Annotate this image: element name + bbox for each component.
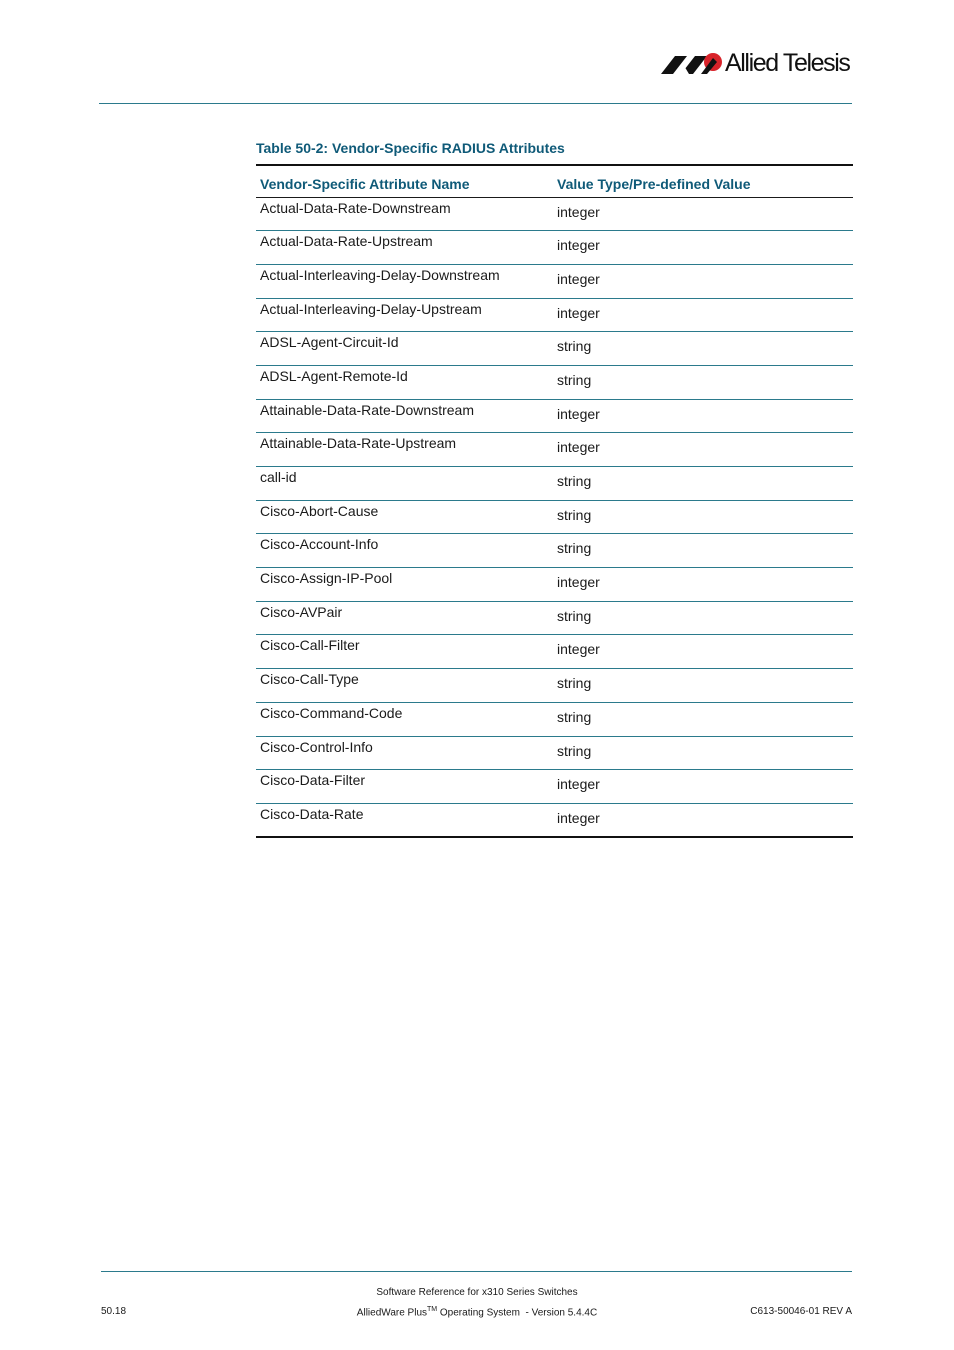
- value-type-cell: integer: [557, 809, 600, 826]
- footer-product-rest: Operating System - Version 5.4.4C: [437, 1307, 598, 1319]
- attribute-name-cell: Cisco-Data-Filter: [256, 770, 553, 804]
- attribute-name-cell: ADSL-Agent-Circuit-Id: [256, 332, 553, 366]
- attribute-name-cell: Cisco-Account-Info: [256, 534, 553, 568]
- attribute-name-cell: Cisco-AVPair: [256, 601, 553, 635]
- attribute-name-cell: Attainable-Data-Rate-Downstream: [256, 399, 553, 433]
- footer-document-id: C613-50046-01 REV A: [750, 1306, 852, 1317]
- attribute-name-cell: Attainable-Data-Rate-Upstream: [256, 433, 553, 467]
- footer-document-title: Software Reference for x310 Series Switches: [376, 1287, 578, 1298]
- allied-telesis-logo-mark-icon: [661, 50, 725, 80]
- attribute-name-cell: Actual-Data-Rate-Downstream: [256, 197, 553, 231]
- table-row: [256, 702, 853, 736]
- table-row: [256, 736, 853, 770]
- value-type-cell: integer: [553, 231, 853, 265]
- table-row: [256, 500, 853, 534]
- table-row: [256, 568, 853, 602]
- table-row: [256, 399, 853, 433]
- table-row: [256, 770, 853, 804]
- table-row: [256, 433, 853, 467]
- value-type-cell: string: [553, 702, 853, 736]
- table-row: [256, 264, 853, 298]
- value-type-cell: integer: [553, 298, 853, 332]
- value-type-cell: string: [553, 601, 853, 635]
- table-row: [256, 197, 853, 231]
- footer-page-number: 50.18: [101, 1306, 127, 1317]
- table-row: [256, 467, 853, 501]
- footer-product-name: AlliedWare Plus: [356, 1307, 428, 1319]
- value-type-cell: integer: [553, 568, 853, 602]
- footer-divider: [101, 1271, 852, 1272]
- table-row: [256, 365, 853, 399]
- attribute-name-cell: Cisco-Command-Code: [256, 702, 553, 736]
- vendor-attributes-table: [256, 164, 853, 838]
- value-type-cell: integer: [553, 635, 853, 669]
- attribute-name-cell: call-id: [256, 467, 553, 501]
- value-type-cell: integer: [553, 770, 853, 804]
- attribute-name-cell: Cisco-Assign-IP-Pool: [256, 568, 553, 602]
- column-header-value-type: Value Type/Pre-defined Value: [553, 165, 853, 197]
- value-type-cell: integer: [553, 399, 853, 433]
- table-row: [256, 601, 853, 635]
- attribute-name-cell: Cisco-Abort-Cause: [256, 500, 553, 534]
- attribute-name-cell: Actual-Data-Rate-Upstream: [256, 231, 553, 265]
- table-row: [256, 635, 853, 669]
- header-divider: [99, 103, 852, 104]
- value-type-cell: string: [553, 736, 853, 770]
- value-type-cell: integer: [553, 264, 853, 298]
- value-type-cell: string: [553, 534, 853, 568]
- table-header-row: [256, 165, 853, 197]
- table-row: [256, 669, 853, 703]
- value-type-cell: integer: [553, 433, 853, 467]
- attribute-name-cell: Actual-Interleaving-Delay-Upstream: [256, 298, 553, 332]
- table-row: [256, 231, 853, 265]
- attribute-name-cell: Actual-Interleaving-Delay-Downstream: [256, 264, 553, 298]
- table-row: [256, 298, 853, 332]
- attribute-name-cell: Cisco-Call-Type: [256, 669, 553, 703]
- attribute-name-cell: Cisco-Data-Rate: [260, 805, 364, 822]
- attribute-name-cell: Cisco-Call-Filter: [256, 635, 553, 669]
- attribute-name-cell: ADSL-Agent-Remote-Id: [256, 365, 553, 399]
- footer-trademark: TM: [427, 1306, 438, 1313]
- value-type-cell: string: [553, 500, 853, 534]
- logo-wordmark: Allied Telesis: [725, 49, 850, 77]
- value-type-cell: string: [553, 669, 853, 703]
- table-row: [256, 332, 853, 366]
- attribute-name-cell: Cisco-Control-Info: [256, 736, 553, 770]
- value-type-cell: string: [553, 332, 853, 366]
- column-header-attribute-name: Vendor-Specific Attribute Name: [256, 165, 553, 197]
- table-row: [256, 803, 853, 837]
- value-type-cell: string: [553, 467, 853, 501]
- table-row: [256, 534, 853, 568]
- table-caption: Table 50-2: Vendor-Specific RADIUS Attributes: [256, 140, 565, 156]
- value-type-cell: integer: [553, 197, 853, 231]
- value-type-cell: string: [553, 365, 853, 399]
- allied-telesis-logo: [661, 50, 855, 80]
